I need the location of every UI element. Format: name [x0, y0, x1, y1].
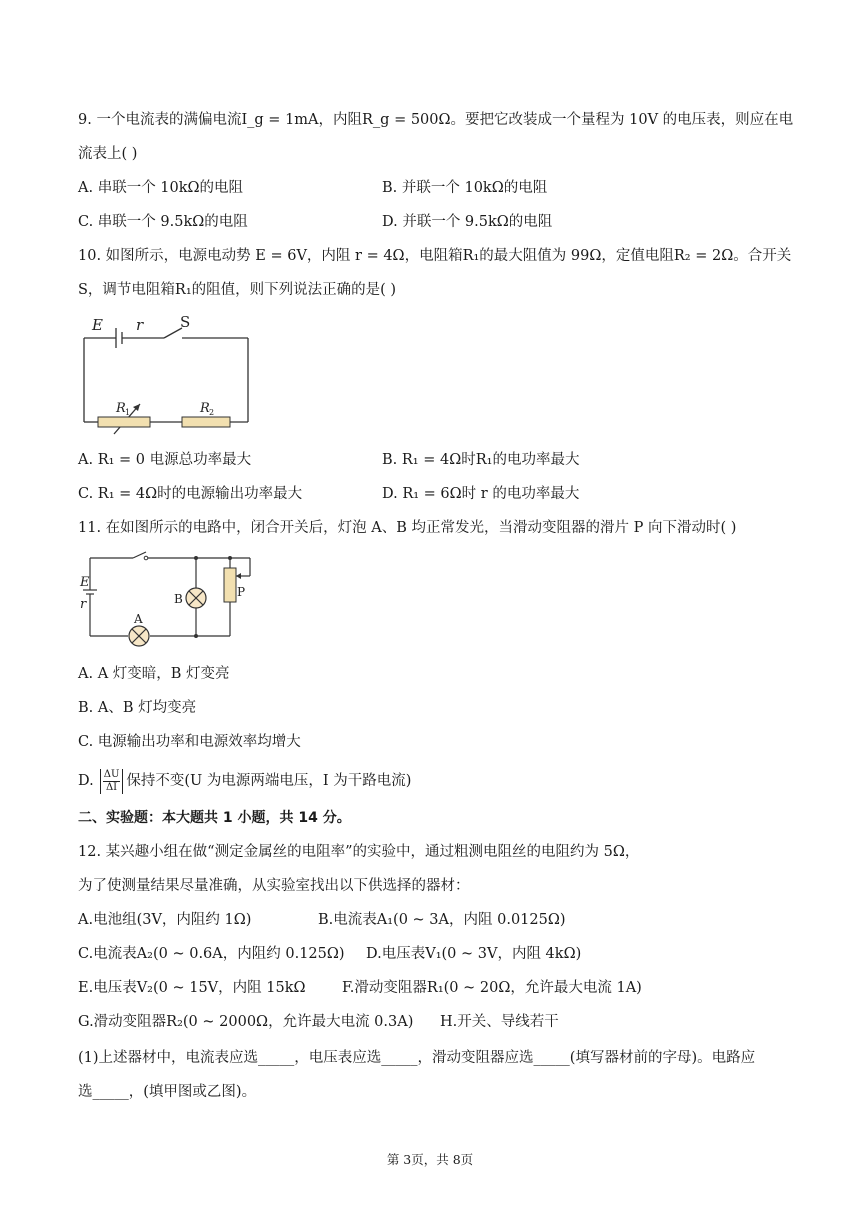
- q10-label-r1: R: [116, 401, 126, 416]
- section2-heading: 二、实验题：本大题共 1 小题，共 14 分。: [78, 810, 351, 826]
- q12-equipment-h: H.开关、导线若干: [440, 1014, 559, 1030]
- q10-stem-line1: 10. 如图所示，电源电动势 E = 6V，内阻 r = 4Ω，电阻箱R₁的最大阻值为 99Ω，定值电阻R₂ = 2Ω。合开关: [78, 248, 792, 264]
- q12-equipment-d: D.电压表V₁(0 ~ 3V，内阻 4kΩ): [366, 946, 582, 962]
- q10-option-c: C. R₁ = 4Ω时的电源输出功率最大: [78, 486, 303, 502]
- q11-label-a: A: [134, 612, 143, 626]
- q11-option-d-fraction: [100, 769, 124, 794]
- q12-stem-line2: 为了使测量结果尽量准确，从实验室找出以下供选择的器材：: [78, 878, 470, 894]
- q10-label-s: S: [180, 313, 191, 331]
- q9-option-d: D. 并联一个 9.5kΩ的电阻: [382, 214, 553, 230]
- q11-circuit-diagram: [78, 548, 278, 653]
- q9-stem-line2: 流表上( ): [78, 146, 138, 162]
- page-footer: 第 3页，共 8页: [386, 1152, 474, 1167]
- q12-equipment-a: A.电池组(3V，内阻约 1Ω): [78, 912, 252, 928]
- q10-label-r2-sub: 2: [209, 408, 215, 417]
- q12-equipment-b: B.电流表A₁(0 ~ 3A，内阻 0.0125Ω): [318, 912, 566, 928]
- q12-sub1-line2: 选_____，(填甲图或乙图)。: [78, 1084, 257, 1100]
- q10-option-a: A. R₁ = 0 电源总功率最大: [78, 452, 252, 468]
- q10-circuit-diagram: [78, 310, 258, 435]
- q12-equipment-g: G.滑动变阻器R₂(0 ~ 2000Ω，允许最大电流 0.3A): [78, 1014, 414, 1030]
- q12-sub1-line1: (1)上述器材中，电流表应选_____，电压表应选_____，滑动变阻器应选_____(填写器材前的字母)。电路应: [78, 1050, 756, 1066]
- q10-option-d: D. R₁ = 6Ω时 r 的电功率最大: [382, 486, 580, 502]
- q11-option-a: A. A 灯变暗，B 灯变亮: [78, 666, 230, 682]
- q9-stem-line1: 9. 一个电流表的满偏电流I_g = 1mA，内阻R_g = 500Ω。要把它改装成一个量程为 10V 的电压表，则应在电: [78, 112, 794, 128]
- q10-label-r1-sub: 1: [125, 408, 131, 417]
- q11-label-p: P: [237, 585, 246, 599]
- q11-option-d-prefix: D.: [78, 773, 94, 789]
- q11-fraction-numerator: ΔU: [103, 768, 120, 780]
- q9-option-b: B. 并联一个 10kΩ的电阻: [382, 180, 548, 196]
- q12-stem-line1: 12. 某兴趣小组在做“测定金属丝的电阻率”的实验中，通过粗测电阻丝的电阻约为 5Ω，: [78, 844, 640, 860]
- q10-option-b: B. R₁ = 4Ω时R₁的电功率最大: [382, 452, 580, 468]
- q10-label-e: E: [92, 316, 103, 334]
- q11-option-d: [78, 764, 411, 798]
- q12-equipment-f: F.滑动变阻器R₁(0 ~ 20Ω，允许最大电流 1A): [342, 980, 642, 996]
- q11-option-d-text: 保持不变(U 为电源两端电压，I 为干路电流): [126, 773, 412, 789]
- q9-option-c: C. 串联一个 9.5kΩ的电阻: [78, 214, 248, 230]
- q10-label-r2: R: [200, 401, 210, 416]
- q11-label-b: B: [174, 592, 183, 606]
- q9-option-a: A. 串联一个 10kΩ的电阻: [78, 180, 244, 196]
- q12-equipment-c: C.电流表A₂(0 ~ 0.6A，内阻约 0.125Ω): [78, 946, 345, 962]
- q12-equipment-e: E.电压表V₂(0 ~ 15V，内阻 15kΩ: [78, 980, 306, 996]
- q10-label-r: r: [136, 316, 144, 334]
- q11-option-c: C. 电源输出功率和电源效率均增大: [78, 734, 301, 750]
- q10-stem-line2: S，调节电阻箱R₁的阻值，则下列说法正确的是( ): [78, 282, 397, 298]
- q11-stem: 11. 在如图所示的电路中，闭合开关后，灯泡 A、B 均正常发光，当滑动变阻器的滑片 P 向下滑动时( ): [78, 520, 737, 536]
- q11-fraction-denominator: ΔI: [105, 781, 118, 793]
- q11-label-e: E: [80, 575, 90, 590]
- q11-option-b: B. A、B 灯均变亮: [78, 700, 197, 716]
- q11-label-r: r: [80, 597, 87, 612]
